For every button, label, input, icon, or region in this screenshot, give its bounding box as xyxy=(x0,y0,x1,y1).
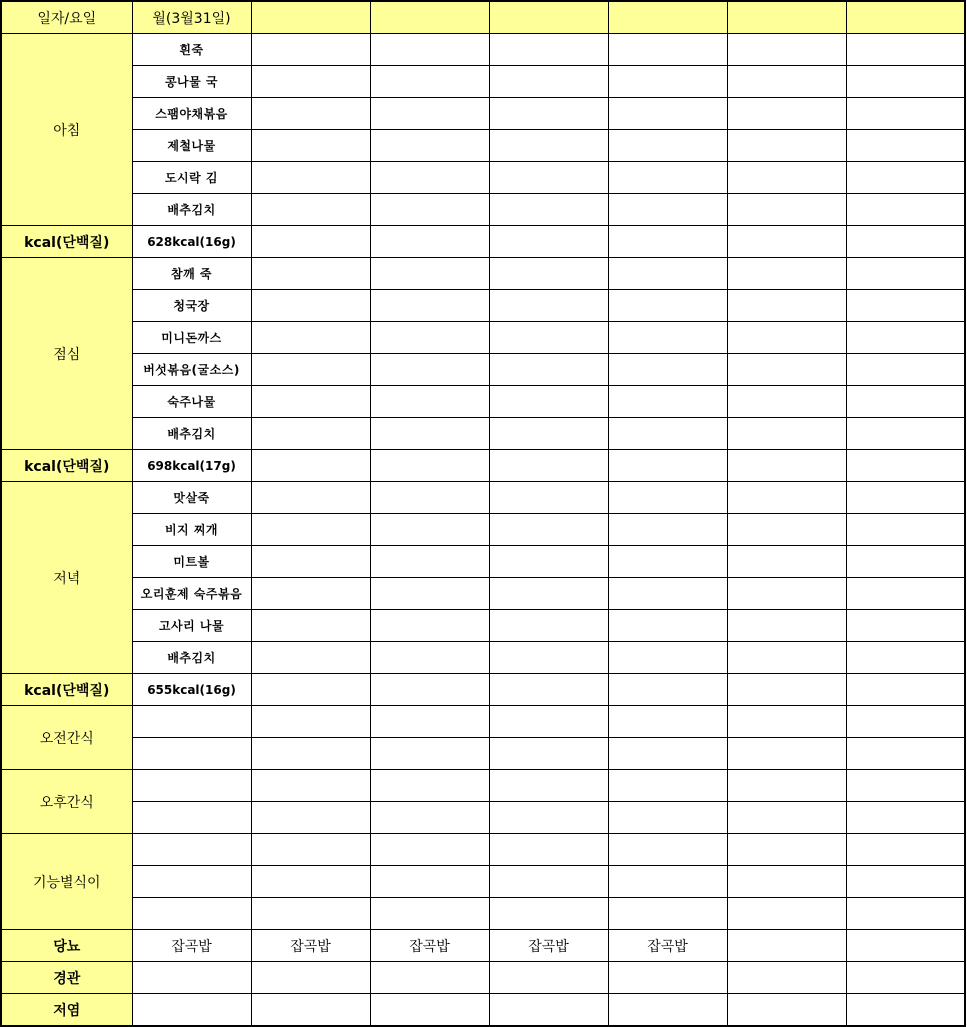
empty-cell xyxy=(251,354,370,386)
empty-cell xyxy=(370,34,489,66)
table-row xyxy=(1,482,965,514)
empty-cell xyxy=(608,66,727,98)
diabetes-value: 잡곡밥 xyxy=(251,930,370,962)
empty-cell xyxy=(370,642,489,674)
empty-cell xyxy=(727,34,846,66)
day-header-4 xyxy=(489,1,608,34)
empty-cell xyxy=(489,258,608,290)
day-header-6 xyxy=(727,1,846,34)
empty-cell xyxy=(846,162,965,194)
day-header-1: 월(3월31일) xyxy=(132,1,251,34)
empty-cell xyxy=(251,642,370,674)
empty-cell xyxy=(251,98,370,130)
empty-cell xyxy=(251,674,370,706)
table-row xyxy=(1,290,965,322)
empty-cell xyxy=(489,738,608,770)
empty-cell xyxy=(727,130,846,162)
empty-cell xyxy=(251,66,370,98)
empty-cell xyxy=(489,866,608,898)
empty-cell xyxy=(370,546,489,578)
empty-cell xyxy=(608,898,727,930)
lunch-kcal-label: kcal(단백질) xyxy=(1,450,132,482)
empty-cell xyxy=(846,66,965,98)
empty-cell xyxy=(846,866,965,898)
empty-cell xyxy=(251,578,370,610)
empty-cell xyxy=(489,194,608,226)
empty-cell xyxy=(727,290,846,322)
day-header-3 xyxy=(370,1,489,34)
empty-cell xyxy=(132,962,251,994)
empty-cell xyxy=(251,482,370,514)
empty-cell xyxy=(370,770,489,802)
empty-cell xyxy=(608,770,727,802)
functional-diet-label: 기능별식이 xyxy=(1,834,132,930)
empty-cell xyxy=(608,610,727,642)
breakfast-item: 스팸야채볶음 xyxy=(132,98,251,130)
empty-cell xyxy=(608,162,727,194)
kcal-row xyxy=(1,226,965,258)
table-row xyxy=(1,802,965,834)
dinner-kcal-label: kcal(단백질) xyxy=(1,674,132,706)
empty-cell xyxy=(251,706,370,738)
empty-cell xyxy=(846,962,965,994)
empty-cell xyxy=(370,514,489,546)
dinner-item: 비지 찌개 xyxy=(132,514,251,546)
empty-cell xyxy=(489,610,608,642)
empty-cell xyxy=(251,514,370,546)
empty-cell xyxy=(846,130,965,162)
empty-cell xyxy=(489,642,608,674)
kcal-row xyxy=(1,450,965,482)
empty-cell xyxy=(251,866,370,898)
empty-cell xyxy=(846,386,965,418)
empty-cell xyxy=(132,834,251,866)
table-row xyxy=(1,738,965,770)
lunch-item: 버섯볶음(굴소스) xyxy=(132,354,251,386)
empty-cell xyxy=(608,290,727,322)
lunch-item: 참깨 죽 xyxy=(132,258,251,290)
empty-cell xyxy=(489,450,608,482)
empty-cell xyxy=(727,738,846,770)
empty-cell xyxy=(370,802,489,834)
morning-snack-label: 오전간식 xyxy=(1,706,132,770)
empty-cell xyxy=(370,674,489,706)
empty-cell xyxy=(608,354,727,386)
empty-cell xyxy=(489,994,608,1027)
empty-cell xyxy=(846,482,965,514)
breakfast-item: 도시락 김 xyxy=(132,162,251,194)
empty-cell xyxy=(608,514,727,546)
empty-cell xyxy=(489,674,608,706)
empty-cell xyxy=(132,898,251,930)
table-row xyxy=(1,514,965,546)
breakfast-item: 배추김치 xyxy=(132,194,251,226)
empty-cell xyxy=(727,546,846,578)
breakfast-label: 아침 xyxy=(1,34,132,226)
empty-cell xyxy=(370,290,489,322)
empty-cell xyxy=(251,34,370,66)
empty-cell xyxy=(608,130,727,162)
empty-cell xyxy=(251,162,370,194)
empty-cell xyxy=(608,386,727,418)
empty-cell xyxy=(846,98,965,130)
table-row xyxy=(1,386,965,418)
empty-cell xyxy=(370,354,489,386)
empty-cell xyxy=(608,962,727,994)
empty-cell xyxy=(727,994,846,1027)
empty-cell xyxy=(727,770,846,802)
kcal-row xyxy=(1,674,965,706)
breakfast-item: 콩나물 국 xyxy=(132,66,251,98)
breakfast-kcal-label: kcal(단백질) xyxy=(1,226,132,258)
empty-cell xyxy=(132,706,251,738)
lunch-label: 점심 xyxy=(1,258,132,450)
dinner-item: 배추김치 xyxy=(132,642,251,674)
lunch-item: 배추김치 xyxy=(132,418,251,450)
empty-cell xyxy=(132,994,251,1027)
empty-cell xyxy=(608,258,727,290)
empty-cell xyxy=(727,386,846,418)
empty-cell xyxy=(727,450,846,482)
empty-cell xyxy=(489,130,608,162)
empty-cell xyxy=(370,482,489,514)
tube-row xyxy=(1,962,965,994)
empty-cell xyxy=(489,34,608,66)
table-row xyxy=(1,354,965,386)
empty-cell xyxy=(489,290,608,322)
empty-cell xyxy=(608,194,727,226)
empty-cell xyxy=(370,706,489,738)
table-row xyxy=(1,66,965,98)
empty-cell xyxy=(489,834,608,866)
empty-cell xyxy=(370,450,489,482)
empty-cell xyxy=(370,738,489,770)
empty-cell xyxy=(846,610,965,642)
empty-cell xyxy=(132,866,251,898)
empty-cell xyxy=(727,98,846,130)
empty-cell xyxy=(251,610,370,642)
empty-cell xyxy=(846,226,965,258)
empty-cell xyxy=(132,738,251,770)
dinner-item: 미트볼 xyxy=(132,546,251,578)
empty-cell xyxy=(608,834,727,866)
empty-cell xyxy=(727,514,846,546)
empty-cell xyxy=(846,770,965,802)
empty-cell xyxy=(132,770,251,802)
empty-cell xyxy=(846,34,965,66)
diabetes-value: 잡곡밥 xyxy=(370,930,489,962)
empty-cell xyxy=(608,98,727,130)
empty-cell xyxy=(846,322,965,354)
empty-cell xyxy=(846,738,965,770)
empty-cell xyxy=(251,290,370,322)
empty-cell xyxy=(251,834,370,866)
low-salt-label: 저염 xyxy=(1,994,132,1027)
empty-cell xyxy=(370,130,489,162)
empty-cell xyxy=(370,194,489,226)
empty-cell xyxy=(251,546,370,578)
empty-cell xyxy=(608,706,727,738)
empty-cell xyxy=(608,34,727,66)
dinner-label: 저녁 xyxy=(1,482,132,674)
empty-cell xyxy=(608,546,727,578)
empty-cell xyxy=(727,258,846,290)
day-header-5 xyxy=(608,1,727,34)
breakfast-item: 흰죽 xyxy=(132,34,251,66)
lowsalt-row xyxy=(1,994,965,1027)
empty-cell xyxy=(370,898,489,930)
empty-cell xyxy=(251,962,370,994)
dinner-item: 고사리 나물 xyxy=(132,610,251,642)
empty-cell xyxy=(370,418,489,450)
table-row xyxy=(1,770,965,802)
empty-cell xyxy=(489,418,608,450)
empty-cell xyxy=(608,450,727,482)
tube-feeding-label: 경관 xyxy=(1,962,132,994)
empty-cell xyxy=(370,834,489,866)
empty-cell xyxy=(489,706,608,738)
empty-cell xyxy=(846,354,965,386)
empty-cell xyxy=(370,994,489,1027)
empty-cell xyxy=(846,674,965,706)
empty-cell xyxy=(846,258,965,290)
empty-cell xyxy=(489,898,608,930)
empty-cell xyxy=(846,994,965,1027)
day-header-2 xyxy=(251,1,370,34)
empty-cell xyxy=(727,578,846,610)
table-row xyxy=(1,322,965,354)
diabetes-value xyxy=(727,930,846,962)
empty-cell xyxy=(846,290,965,322)
empty-cell xyxy=(846,194,965,226)
empty-cell xyxy=(846,418,965,450)
empty-cell xyxy=(608,674,727,706)
empty-cell xyxy=(727,226,846,258)
lunch-item: 숙주나물 xyxy=(132,386,251,418)
table-row xyxy=(1,130,965,162)
empty-cell xyxy=(489,386,608,418)
lunch-item: 청국장 xyxy=(132,290,251,322)
empty-cell xyxy=(370,226,489,258)
table-row xyxy=(1,642,965,674)
empty-cell xyxy=(251,258,370,290)
empty-cell xyxy=(727,194,846,226)
dinner-item: 오리훈제 숙주볶음 xyxy=(132,578,251,610)
table-row xyxy=(1,162,965,194)
empty-cell xyxy=(251,738,370,770)
lunch-item: 미니돈까스 xyxy=(132,322,251,354)
diabetes-value: 잡곡밥 xyxy=(608,930,727,962)
empty-cell xyxy=(370,962,489,994)
empty-cell xyxy=(370,66,489,98)
empty-cell xyxy=(489,322,608,354)
afternoon-snack-label: 오후간식 xyxy=(1,770,132,834)
empty-cell xyxy=(727,674,846,706)
empty-cell xyxy=(370,866,489,898)
empty-cell xyxy=(846,898,965,930)
dinner-kcal-value: 655kcal(16g) xyxy=(132,674,251,706)
breakfast-kcal-value: 628kcal(16g) xyxy=(132,226,251,258)
table-row xyxy=(1,610,965,642)
table-row xyxy=(1,258,965,290)
empty-cell xyxy=(251,418,370,450)
empty-cell xyxy=(489,770,608,802)
empty-cell xyxy=(846,514,965,546)
empty-cell xyxy=(608,802,727,834)
diabetes-value xyxy=(846,930,965,962)
empty-cell xyxy=(489,98,608,130)
empty-cell xyxy=(489,66,608,98)
empty-cell xyxy=(727,962,846,994)
empty-cell xyxy=(489,578,608,610)
empty-cell xyxy=(727,802,846,834)
empty-cell xyxy=(608,866,727,898)
empty-cell xyxy=(251,450,370,482)
table-row xyxy=(1,34,965,66)
table-row xyxy=(1,418,965,450)
empty-cell xyxy=(251,770,370,802)
table-row xyxy=(1,578,965,610)
table-row xyxy=(1,98,965,130)
empty-cell xyxy=(608,578,727,610)
diabetes-row xyxy=(1,930,965,962)
empty-cell xyxy=(489,546,608,578)
empty-cell xyxy=(251,130,370,162)
empty-cell xyxy=(370,98,489,130)
table-row xyxy=(1,866,965,898)
empty-cell xyxy=(608,322,727,354)
empty-cell xyxy=(608,642,727,674)
empty-cell xyxy=(846,802,965,834)
empty-cell xyxy=(727,706,846,738)
diabetes-value: 잡곡밥 xyxy=(132,930,251,962)
empty-cell xyxy=(370,162,489,194)
empty-cell xyxy=(608,994,727,1027)
empty-cell xyxy=(608,738,727,770)
empty-cell xyxy=(846,546,965,578)
day-header-7 xyxy=(846,1,965,34)
empty-cell xyxy=(132,802,251,834)
empty-cell xyxy=(251,994,370,1027)
header-row xyxy=(1,1,965,34)
empty-cell xyxy=(251,802,370,834)
empty-cell xyxy=(608,482,727,514)
empty-cell xyxy=(846,642,965,674)
empty-cell xyxy=(727,322,846,354)
empty-cell xyxy=(727,162,846,194)
empty-cell xyxy=(370,578,489,610)
empty-cell xyxy=(489,162,608,194)
empty-cell xyxy=(370,258,489,290)
empty-cell xyxy=(608,226,727,258)
empty-cell xyxy=(370,610,489,642)
empty-cell xyxy=(727,898,846,930)
empty-cell xyxy=(727,834,846,866)
empty-cell xyxy=(251,386,370,418)
empty-cell xyxy=(251,898,370,930)
table-row xyxy=(1,194,965,226)
empty-cell xyxy=(489,226,608,258)
empty-cell xyxy=(727,866,846,898)
diabetes-value: 잡곡밥 xyxy=(489,930,608,962)
empty-cell xyxy=(489,482,608,514)
date-day-header: 일자/요일 xyxy=(1,1,132,34)
empty-cell xyxy=(846,706,965,738)
empty-cell xyxy=(727,354,846,386)
empty-cell xyxy=(727,66,846,98)
table-row xyxy=(1,834,965,866)
empty-cell xyxy=(489,962,608,994)
empty-cell xyxy=(608,418,727,450)
breakfast-item: 제철나물 xyxy=(132,130,251,162)
empty-cell xyxy=(727,482,846,514)
table-row xyxy=(1,898,965,930)
empty-cell xyxy=(489,802,608,834)
diabetes-label: 당뇨 xyxy=(1,930,132,962)
empty-cell xyxy=(846,578,965,610)
empty-cell xyxy=(846,834,965,866)
empty-cell xyxy=(251,322,370,354)
dinner-item: 맛살죽 xyxy=(132,482,251,514)
empty-cell xyxy=(489,354,608,386)
table-row xyxy=(1,706,965,738)
empty-cell xyxy=(370,322,489,354)
empty-cell xyxy=(846,450,965,482)
empty-cell xyxy=(489,514,608,546)
empty-cell xyxy=(727,642,846,674)
empty-cell xyxy=(251,226,370,258)
table-row xyxy=(1,546,965,578)
empty-cell xyxy=(727,418,846,450)
empty-cell xyxy=(727,610,846,642)
lunch-kcal-value: 698kcal(17g) xyxy=(132,450,251,482)
empty-cell xyxy=(370,386,489,418)
empty-cell xyxy=(251,194,370,226)
